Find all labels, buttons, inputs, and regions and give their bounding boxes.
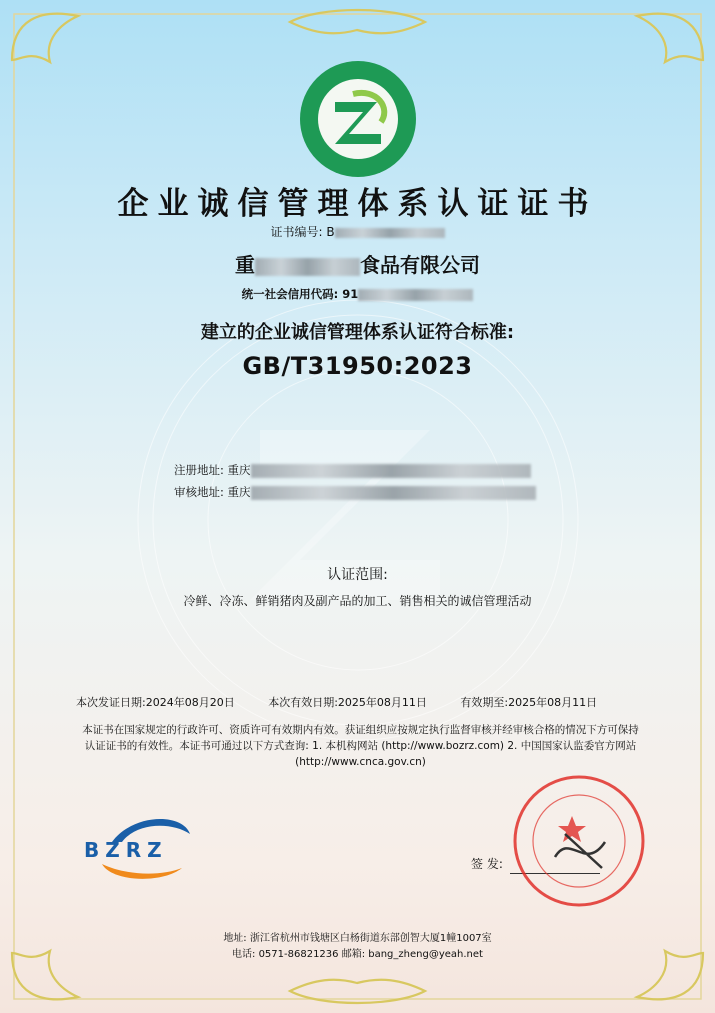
official-stamp xyxy=(510,772,648,910)
issue-date: 本次发证日期:2024年08月20日 xyxy=(76,696,235,709)
brand-logo-text: BZRZ xyxy=(84,838,168,862)
company-name xyxy=(0,249,715,278)
redacted-block xyxy=(335,228,445,238)
registered-address-label: 注册地址: xyxy=(174,463,224,477)
scope-text: 冷鲜、冷冻、鲜销猪肉及副产品的加工、销售相关的诚信管理活动 xyxy=(183,594,532,608)
registered-address-value: 重庆 xyxy=(227,463,251,477)
redacted-block xyxy=(358,289,473,301)
credit-code-label: 统一社会信用代码: xyxy=(241,287,339,301)
audit-address-label: 审核地址: xyxy=(174,485,224,499)
brand-logo xyxy=(82,808,207,888)
audit-address-value: 重庆 xyxy=(227,485,251,499)
cert-no-value: B xyxy=(326,225,335,239)
redacted-block xyxy=(255,258,360,276)
registered-address xyxy=(174,462,531,478)
standard-code: GB/T31950:2023 xyxy=(242,352,473,380)
certificate-title: 企业诚信管理体系认证证书 xyxy=(117,186,598,222)
footer-contact: 电话: 0571-86821236 邮箱: bang_zheng@yeah.net xyxy=(232,949,483,960)
validity-notice: 本证书在国家规定的行政许可、资质许可有效期内有效。获证组织应按规定执行监督审核并经审核合格的情况下方可保持认证证书的有效性。本证书可通过以下方式查询: 1. 本机构网站 (http://www.bozrz.com) 2. 中国国家认监委官方网站 (http://www.cnca.gov.cn) xyxy=(82,724,639,768)
certificate-number xyxy=(0,223,715,240)
redacted-block xyxy=(251,464,531,478)
company-suffix: 食品有限公司 xyxy=(360,253,480,277)
credit-code-value: 91 xyxy=(342,287,359,301)
company-prefix: 重 xyxy=(235,253,255,277)
audit-address xyxy=(174,484,536,500)
credit-code xyxy=(0,286,715,302)
sign-label: 签 发: xyxy=(471,857,503,871)
cert-no-label: 证书编号: xyxy=(270,225,323,239)
scope-label: 认证范围: xyxy=(327,567,388,583)
company-seal-logo xyxy=(297,58,419,180)
expire-date: 有效期至:2025年08月11日 xyxy=(460,696,598,709)
standard-intro: 建立的企业诚信管理体系认证符合标准: xyxy=(200,322,515,343)
redacted-block xyxy=(251,486,536,500)
valid-date: 本次有效日期:2025年08月11日 xyxy=(268,696,427,709)
dates-row xyxy=(76,694,627,710)
footer-address: 地址: 浙江省杭州市钱塘区白杨街道东部创智大厦1幢1007室 xyxy=(223,933,492,944)
